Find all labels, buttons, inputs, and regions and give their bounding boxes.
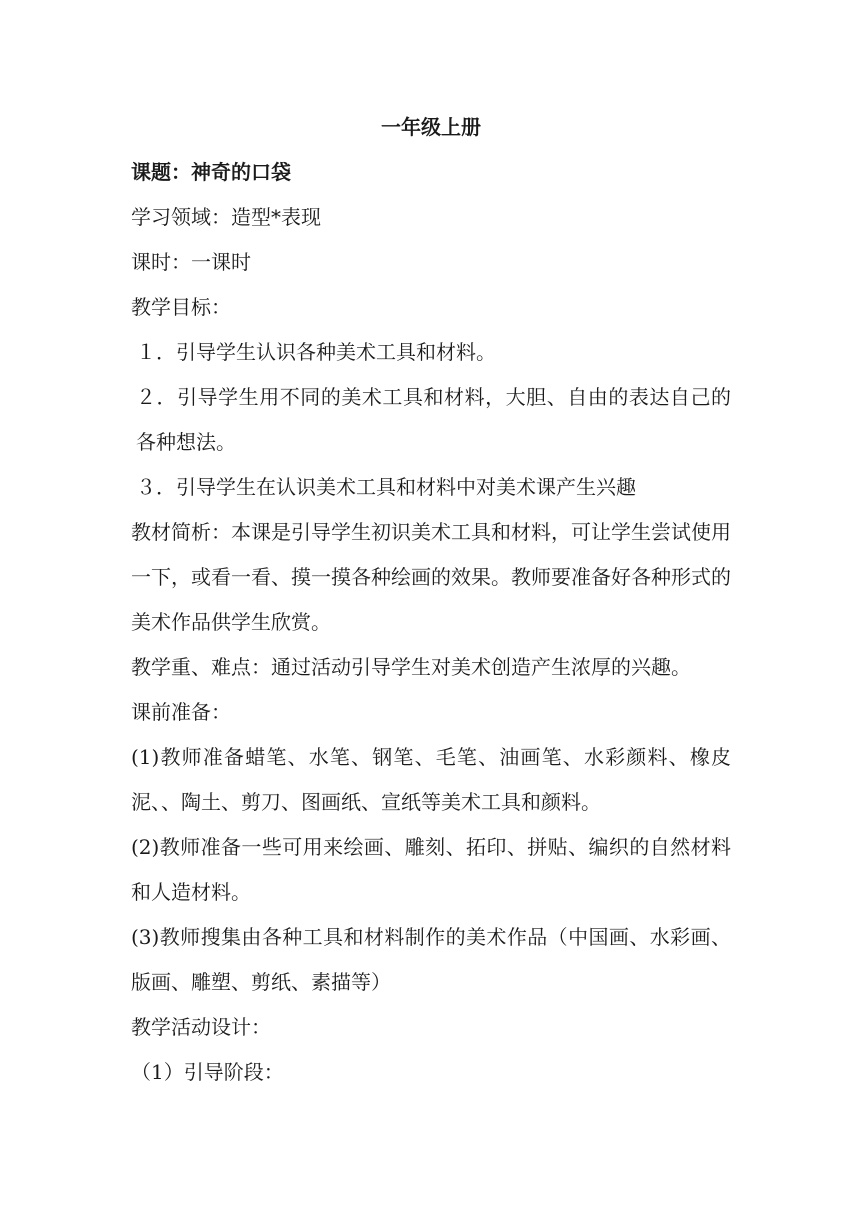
activity-design-heading: 教学活动设计： bbox=[131, 1015, 271, 1039]
document-body bbox=[131, 105, 731, 1095]
class-hours-line: 课时：一课时 bbox=[131, 250, 251, 274]
objective-item: ３．引导学生在认识美术工具和材料中对美术课产生兴趣 bbox=[136, 475, 636, 499]
preparation-item: (3)教师搜集由各种工具和材料制作的美术作品（中国画、水彩画、版画、雕塑、剪纸、素描等） bbox=[131, 925, 731, 994]
objective-item: １．引导学生认识各种美术工具和材料。 bbox=[136, 340, 496, 364]
study-area-line: 学习领域：造型*表现 bbox=[131, 205, 321, 229]
preparation-heading: 课前准备： bbox=[131, 700, 231, 724]
objective-item: ２．引导学生用不同的美术工具和材料，大胆、自由的表达自己的各种想法。 bbox=[136, 385, 731, 454]
lesson-title: 课题：神奇的口袋 bbox=[131, 160, 291, 184]
preparation-item: (2)教师准备一些可用来绘画、雕刻、拓印、拼贴、编织的自然材料和人造材料。 bbox=[131, 835, 731, 904]
preparation-item: (1)教师准备蜡笔、水笔、钢笔、毛笔、油画笔、水彩颜料、橡皮泥、、陶土、剪刀、图画纸、宣纸等美术工具和颜料。 bbox=[131, 745, 731, 814]
key-points-line: 教学重、难点：通过活动引导学生对美术创造产生浓厚的兴趣。 bbox=[131, 655, 691, 679]
document-title: 一年级上册 bbox=[381, 115, 481, 139]
objectives-heading: 教学目标： bbox=[131, 295, 231, 319]
material-analysis-paragraph: 教材简析：本课是引导学生初识美术工具和材料，可让学生尝试使用一下，或看一看、摸一摸各种绘画的效果。教师要准备好各种形式的美术作品供学生欣赏。 bbox=[131, 520, 731, 634]
stage-heading: （1）引导阶段： bbox=[131, 1060, 284, 1084]
